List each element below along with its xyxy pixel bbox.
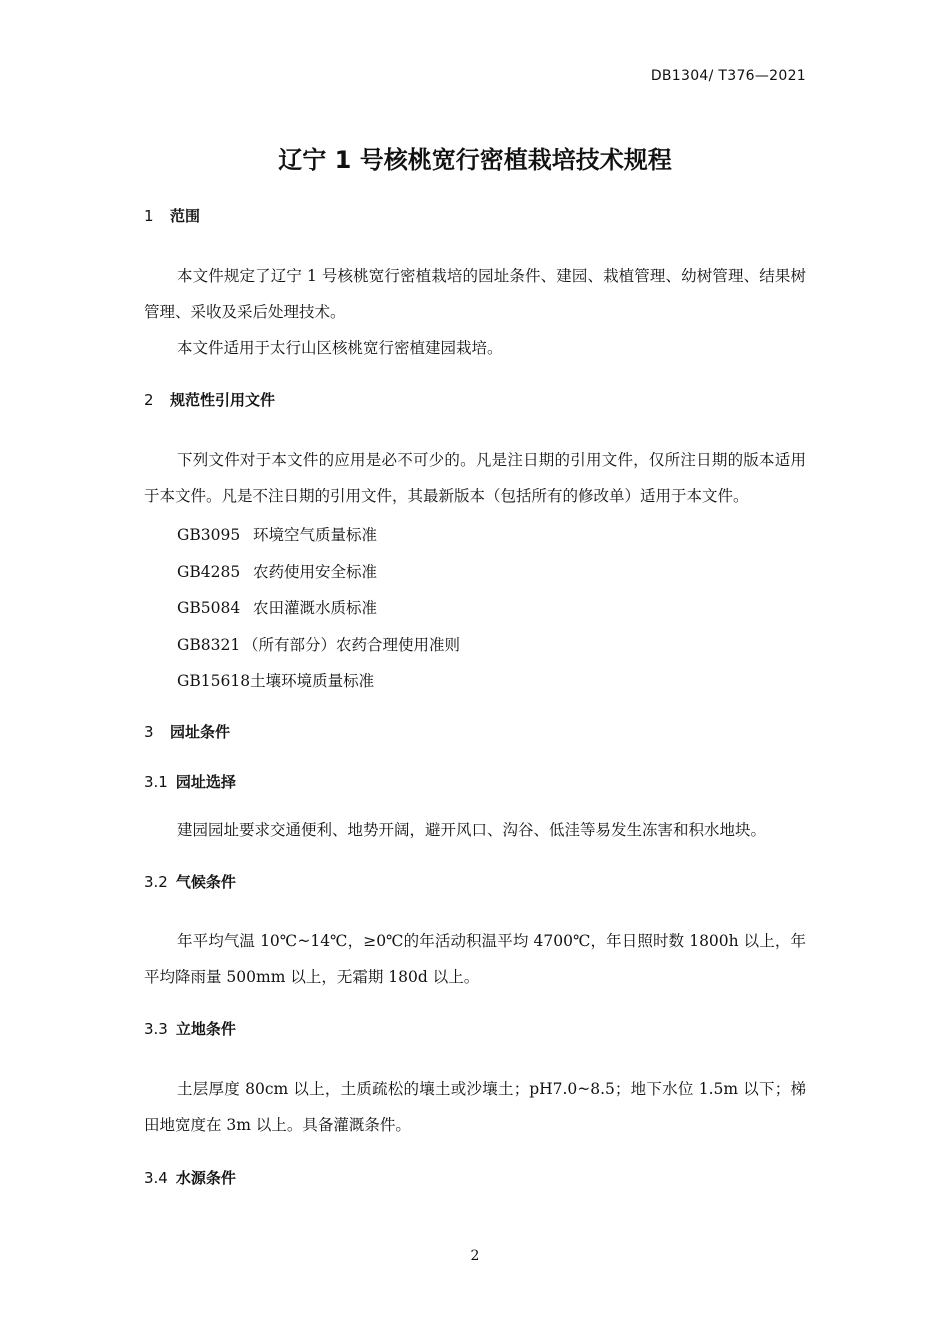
reference-item <box>177 560 377 582</box>
reference-item <box>177 633 460 655</box>
page-number: 2 <box>470 1248 480 1264</box>
reference-name: 环境空气质量标准 <box>253 526 378 544</box>
subsection-number: 3.4 <box>144 1169 168 1187</box>
section-1-paragraph-1: 本文件规定了辽宁 1 号核桃宽行密植栽培的园址条件、建园、栽植管理、幼树管理、结果树管理、采收及采后处理技术。 <box>144 267 806 321</box>
subsection-title: 气候条件 <box>175 873 236 891</box>
reference-name: 农药使用安全标准 <box>253 563 378 581</box>
subsection-3-2-paragraph: 年平均气温 10℃~14℃，≥0℃的年活动积温平均 4700℃，年日照时数 1800h 以上，年平均降雨量 500mm 以上，无霜期 180d 以上。 <box>144 932 806 986</box>
reference-item <box>177 669 374 691</box>
section-2-heading <box>144 389 275 410</box>
document-title: 辽宁 1 号核桃宽行密植栽培技术规程 <box>278 146 672 174</box>
section-3-heading <box>144 721 230 742</box>
reference-code: GB8321 <box>177 636 241 654</box>
subsection-title: 园址选择 <box>175 773 236 791</box>
reference-code: GB4285 <box>177 563 241 581</box>
subsection-3-2-heading <box>144 871 236 892</box>
section-number: 3 <box>144 723 154 741</box>
reference-code: GB3095 <box>177 526 241 544</box>
subsection-3-3-heading <box>144 1018 236 1039</box>
reference-item <box>177 523 377 545</box>
section-title: 规范性引用文件 <box>170 391 276 409</box>
reference-name: 土壤环境质量标准 <box>250 672 375 690</box>
reference-name: （所有部分）农药合理使用准则 <box>243 636 461 654</box>
section-title: 范围 <box>170 207 201 225</box>
section-number: 2 <box>144 391 154 409</box>
document-code: DB1304/ T376—2021 <box>650 68 806 84</box>
section-2-paragraph-1: 下列文件对于本文件的应用是必不可少的。凡是注日期的引用文件，仅所注日期的版本适用于本文件。凡是不注日期的引用文件，其最新版本（包括所有的修改单）适用于本文件。 <box>144 451 806 505</box>
reference-code: GB5084 <box>177 599 241 617</box>
reference-name: 农田灌溉水质标准 <box>253 599 378 617</box>
reference-code: GB15618 <box>177 672 251 690</box>
subsection-3-4-heading <box>144 1167 236 1188</box>
subsection-title: 水源条件 <box>175 1169 236 1187</box>
section-1-heading <box>144 205 200 226</box>
subsection-title: 立地条件 <box>175 1020 236 1038</box>
section-number: 1 <box>144 207 154 225</box>
reference-item <box>177 596 377 618</box>
subsection-3-1-heading <box>144 771 236 792</box>
section-title: 园址条件 <box>170 723 231 741</box>
subsection-number: 3.1 <box>144 773 168 791</box>
subsection-3-3-paragraph: 土层厚度 80cm 以上，土质疏松的壤土或沙壤土；pH7.0~8.5；地下水位 1.5m 以下；梯田地宽度在 3m 以上。具备灌溉条件。 <box>144 1080 806 1134</box>
subsection-number: 3.2 <box>144 873 168 891</box>
subsection-number: 3.3 <box>144 1020 168 1038</box>
subsection-3-1-paragraph: 建园园址要求交通便利、地势开阔，避开风口、沟谷、低洼等易发生冻害和积水地块。 <box>177 821 767 839</box>
section-1-paragraph-2: 本文件适用于太行山区核桃宽行密植建园栽培。 <box>177 339 503 357</box>
